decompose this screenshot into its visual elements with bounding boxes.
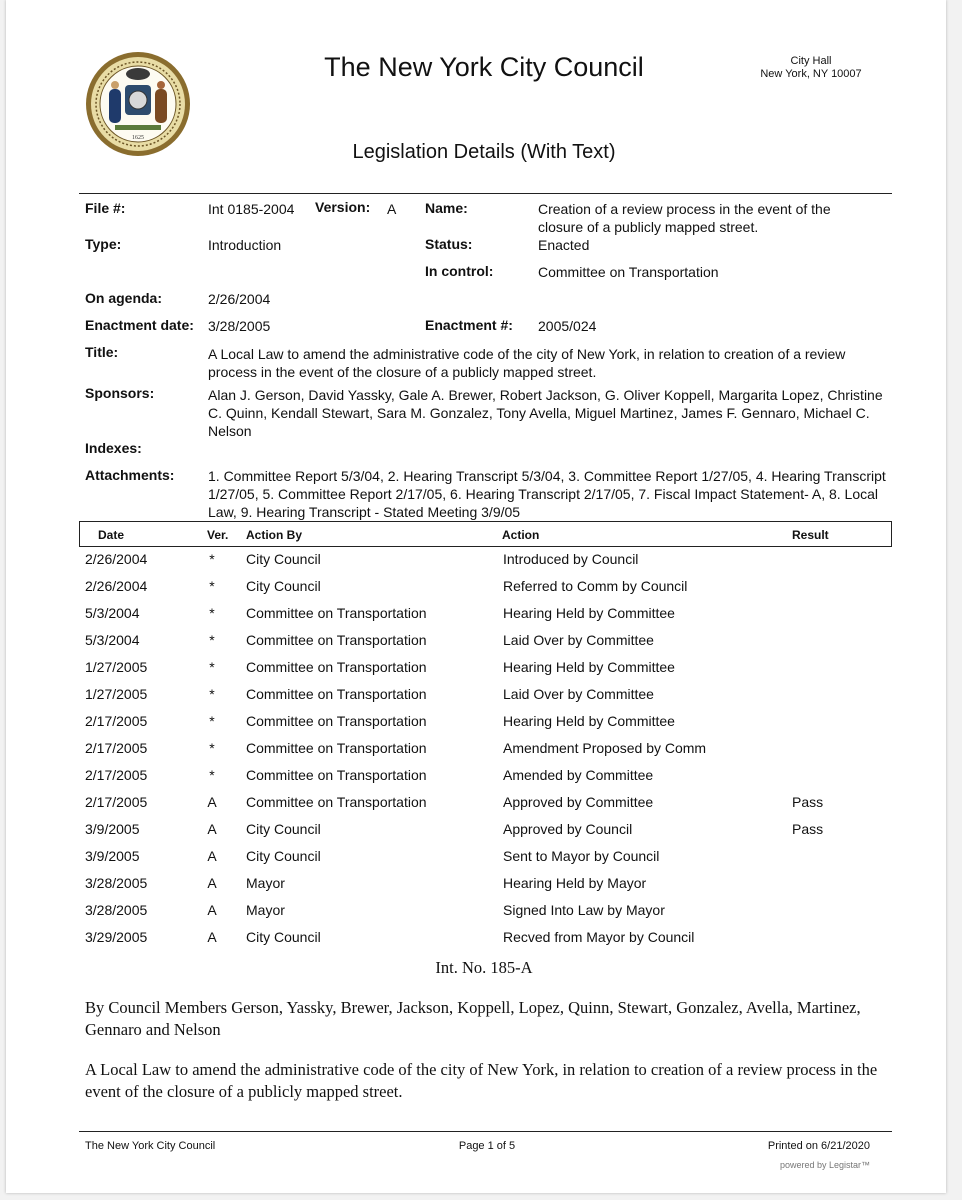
row-date: 2/17/2005 [85, 740, 148, 756]
row-date: 3/9/2005 [85, 821, 140, 837]
law-title-paragraph: A Local Law to amend the administrative code of the city of New York, in relation to creation of a review process in the event of the closure of a publicly mapped street. [85, 1060, 878, 1101]
in-control-label: In control: [425, 263, 494, 279]
council-title: The New York City Council [324, 52, 644, 82]
row-action: Introduced by Council [503, 551, 639, 567]
row-date: 5/3/2004 [85, 632, 140, 648]
col-action-by: Action By [246, 528, 303, 542]
in-control-value: Committee on Transportation [538, 264, 719, 280]
footer-powered-by: powered by Legistar™ [779, 1160, 870, 1170]
row-action: Approved by Council [503, 821, 633, 837]
row-ver: * [209, 740, 215, 756]
history-row [6, 794, 962, 821]
row-date: 3/9/2005 [85, 848, 140, 864]
enactment-date-label: Enactment date: [85, 317, 194, 333]
row-action-by: Committee on Transportation [246, 794, 427, 810]
row-action-by: City Council [246, 848, 321, 864]
row-action: Signed Into Law by Mayor [503, 902, 665, 918]
row-ver: * [209, 578, 215, 594]
row-date: 3/28/2005 [85, 902, 148, 918]
enactment-date-value: 3/28/2005 [208, 318, 271, 334]
history-row [6, 848, 962, 875]
row-date: 2/17/2005 [85, 794, 148, 810]
status-value: Enacted [538, 237, 590, 253]
int-number: Int. No. 185-A [435, 958, 533, 977]
row-action: Amendment Proposed by Comm [503, 740, 707, 756]
row-ver: * [209, 713, 215, 729]
attachments-label: Attachments: [85, 467, 175, 483]
footer-page-number: Page 1 of 5 [458, 1140, 516, 1152]
row-action: Referred to Comm by Council [503, 578, 688, 594]
indexes-label: Indexes: [85, 440, 142, 456]
row-ver: A [207, 821, 217, 837]
row-action: Hearing Held by Committee [503, 659, 675, 675]
row-action-by: City Council [246, 578, 321, 594]
row-ver: A [207, 875, 217, 891]
row-ver: * [209, 767, 215, 783]
history-row [6, 740, 962, 767]
name-value: Creation of a review process in the event of the closure of a publicly mapped street. [538, 201, 831, 235]
col-ver: Ver. [207, 528, 229, 542]
row-ver: A [207, 929, 217, 945]
row-date: 1/27/2005 [85, 659, 148, 675]
on-agenda-label: On agenda: [85, 290, 163, 306]
row-ver: * [209, 605, 215, 621]
row-action-by: Committee on Transportation [246, 767, 427, 783]
col-date: Date [98, 528, 125, 542]
col-result: Result [792, 528, 829, 542]
address-block [751, 55, 871, 81]
type-value: Introduction [208, 237, 282, 253]
document-page [6, 0, 946, 1193]
row-ver: A [207, 848, 217, 864]
enactment-number-label: Enactment #: [425, 317, 513, 333]
history-row [6, 713, 962, 740]
address-line-2: New York, NY 10007 [760, 68, 862, 80]
history-row [6, 632, 962, 659]
history-row [6, 821, 962, 848]
title-label: Title: [85, 344, 119, 360]
file-number-label: File #: [85, 200, 126, 216]
enactment-number-value: 2005/024 [538, 318, 597, 334]
history-row [6, 551, 962, 578]
header-divider [79, 193, 892, 194]
history-row [6, 929, 962, 956]
row-action-by: Mayor [246, 902, 285, 918]
row-action-by: Committee on Transportation [246, 605, 427, 621]
attachments-value: 1. Committee Report 5/3/04, 2. Hearing Transcript 5/3/04, 3. Committee Report 1/27/05, 4. Hearing Transcript 1/27/05, 5. Committee Report 2/17/05, 6. Hearing Transcript 2/17/05, 7. Fiscal Impact Statement- A, 8. Local Law, 9. Hearing Transcript - Stated Meeting 3/9/05 [208, 468, 886, 520]
row-date: 1/27/2005 [85, 686, 148, 702]
version-value: A [387, 201, 397, 217]
row-ver: A [207, 794, 217, 810]
title-value: A Local Law to amend the administrative code of the city of New York, in relation to creation of a review process in the event of the closure of a publicly mapped street. [208, 346, 846, 380]
row-ver: * [209, 551, 215, 567]
footer-org: The New York City Council [85, 1140, 216, 1152]
type-label: Type: [85, 236, 122, 252]
row-action-by: City Council [246, 821, 321, 837]
history-row [6, 605, 962, 632]
row-ver: * [209, 659, 215, 675]
row-action-by: Committee on Transportation [246, 686, 427, 702]
row-action: Recved from Mayor by Council [503, 929, 695, 945]
row-action-by: Committee on Transportation [246, 659, 427, 675]
history-row [6, 686, 962, 713]
row-action: Approved by Committee [503, 794, 654, 810]
status-label: Status: [425, 236, 473, 252]
row-date: 5/3/2004 [85, 605, 140, 621]
row-result: Pass [792, 794, 824, 810]
row-action-by: Committee on Transportation [246, 632, 427, 648]
council-members-line: By Council Members Gerson, Yassky, Brewer, Jackson, Koppell, Lopez, Quinn, Stewart, Gonzalez, Avella, Martinez, Gennaro and Nelson [85, 998, 861, 1039]
row-action: Hearing Held by Committee [503, 713, 675, 729]
row-action-by: Committee on Transportation [246, 713, 427, 729]
history-row [6, 875, 962, 902]
name-label: Name: [425, 200, 468, 216]
row-action-by: City Council [246, 929, 321, 945]
file-number-value: Int 0185-2004 [208, 201, 295, 217]
sponsors-value: Alan J. Gerson, David Yassky, Gale A. Brewer, Robert Jackson, G. Oliver Koppell, Margarita Lopez, Christine C. Quinn, Kendall Stewart, Sara M. Gonzalez, Tony Avella, Miguel Martinez, James F. Gennaro, Michael C. Nelson [208, 387, 883, 439]
row-result: Pass [792, 821, 824, 837]
row-action: Hearing Held by Committee [503, 605, 675, 621]
row-action-by: Mayor [246, 875, 285, 891]
row-action-by: Committee on Transportation [246, 740, 427, 756]
history-row [6, 767, 962, 794]
row-date: 2/26/2004 [85, 551, 148, 567]
footer-divider [79, 1131, 892, 1132]
row-ver: * [209, 632, 215, 648]
col-action: Action [502, 528, 540, 542]
history-row [6, 578, 962, 605]
version-label: Version: [315, 199, 371, 215]
row-date: 2/17/2005 [85, 767, 148, 783]
row-date: 3/29/2005 [85, 929, 148, 945]
address-line-1: City Hall [790, 55, 832, 67]
svg-text:1625: 1625 [132, 135, 144, 141]
history-table-header [79, 521, 892, 547]
history-row [6, 659, 962, 686]
row-action: Sent to Mayor by Council [503, 848, 660, 864]
row-ver: A [207, 902, 217, 918]
row-action: Hearing Held by Mayor [503, 875, 647, 891]
on-agenda-value: 2/26/2004 [208, 291, 271, 307]
history-row [6, 902, 962, 929]
page-subtitle: Legislation Details (With Text) [352, 141, 616, 163]
sponsors-label: Sponsors: [85, 385, 155, 401]
row-date: 2/26/2004 [85, 578, 148, 594]
footer-printed-date: Printed on 6/21/2020 [767, 1140, 870, 1152]
row-date: 3/28/2005 [85, 875, 148, 891]
row-action: Laid Over by Committee [503, 632, 654, 648]
row-action-by: City Council [246, 551, 321, 567]
row-action: Amended by Committee [503, 767, 654, 783]
row-date: 2/17/2005 [85, 713, 148, 729]
row-ver: * [209, 686, 215, 702]
row-action: Laid Over by Committee [503, 686, 654, 702]
